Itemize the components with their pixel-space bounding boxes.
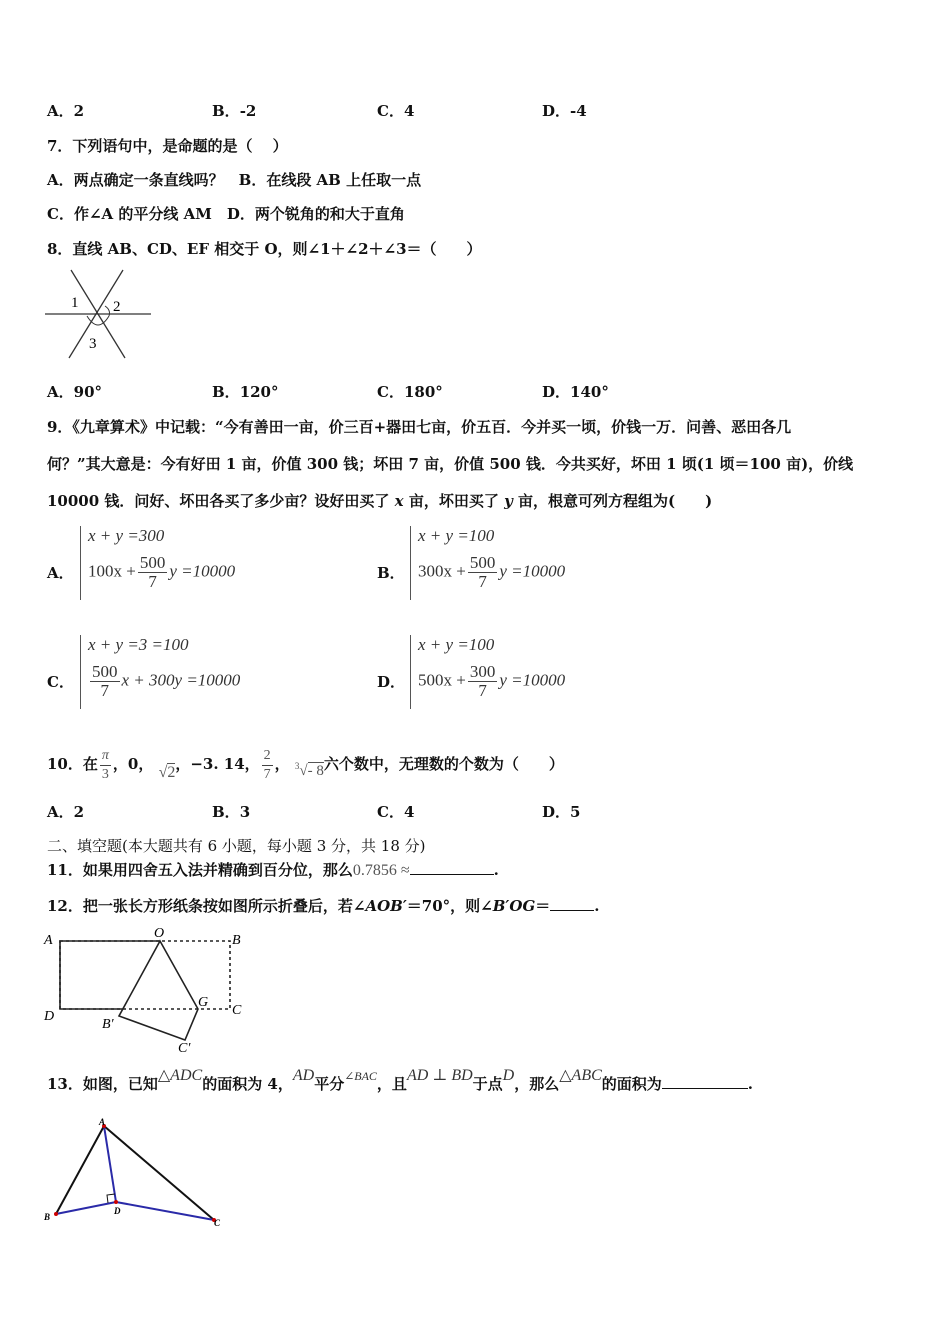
q6-option-b: B．-2: [212, 102, 257, 120]
q12-label-b-prime: B′: [102, 1017, 114, 1032]
q9-option-b-system: x + y =100 300x + $\frac{500}{7}$ y =10000: [410, 526, 610, 602]
q9-option-a-label: A．: [47, 564, 74, 582]
q13-label-b: B: [44, 1212, 51, 1222]
q9-option-d-label: D．: [377, 673, 406, 691]
q12-label-d: D: [44, 1009, 55, 1024]
q8-angle-label-1: 1: [71, 295, 79, 311]
q8-stem: 8．直线 AB、CD、EF 相交于 O，则∠1＋∠2＋∠3＝（ ）: [47, 240, 482, 258]
q8-option-d: D．140°: [542, 383, 609, 401]
q13-label-a: A: [99, 1117, 106, 1127]
q8-angle-label-2: 2: [113, 299, 121, 315]
q8-figure-intersecting-lines: [43, 266, 155, 362]
q8-option-b: B．120°: [212, 383, 279, 401]
q12-label-b: B: [232, 933, 241, 948]
q6-option-a: A．2: [47, 102, 85, 120]
q12-label-o: O: [154, 926, 165, 941]
q6-option-c: C．4: [377, 102, 415, 120]
q9-option-c-label: C．: [47, 673, 74, 691]
q12-label-a: A: [44, 933, 53, 948]
q8-angle-label-3: 3: [89, 336, 97, 352]
q9-stem-line2: 何？”其大意是：今有好田 1 亩，价值 300 钱；坏田 7 亩，价值 500 钱．今共买好，坏田 1 顷(1 顷＝100 亩)，价线: [47, 455, 854, 473]
q9-option-c-system: x + y =3 =100 $\frac{500}{7}$ x + 300y =10000: [80, 635, 280, 711]
q13-label-d: D: [114, 1206, 121, 1216]
q10-stem: 10．在 $\frac{\pi}{3}$ ，0， √2，−3. 14， $\frac{2}{7}$ ， $^3$√- 8六个数中，无理数的个数为（ ）: [47, 747, 564, 782]
q10-option-a: A．2: [47, 803, 85, 821]
q12-stem: 12．把一张长方形纸条按如图所示折叠后，若∠AOB′＝70°，则∠B′OG＝ .: [47, 897, 600, 915]
q12-label-g: G: [198, 995, 209, 1010]
q13-label-c: C: [214, 1218, 221, 1228]
q9-option-a-system: x + y =300 100x + $\frac{500}{7}$ y =10000: [80, 526, 280, 602]
q9-stem-line1: 9．《九章算术》中记载：“今有善田一亩，价三百+器田七亩，价五百．今并买一顷，价钱一万．问善、恶田各几: [47, 418, 792, 436]
q6-option-d: D．-4: [542, 102, 587, 120]
q7-stem: 7．下列语句中，是命题的是（ ）: [47, 137, 288, 155]
q9-option-d-system: x + y =100 500x + $\frac{300}{7}$ y =10000: [410, 635, 610, 711]
q10-option-c: C．4: [377, 803, 415, 821]
q8-option-a: A．90°: [47, 383, 103, 401]
q11-stem: 11．如果用四舍五入法并精确到百分位，那么0.7856 ≈ .: [47, 861, 499, 879]
q12-label-c: C: [232, 1003, 242, 1018]
section-fill-in-header: 二、填空题(本大题共有 6 小题，每小题 3 分，共 18 分): [47, 837, 426, 855]
q13-figure-triangle: [40, 1116, 230, 1232]
q10-option-d: D．5: [542, 803, 581, 821]
q7-options-line2: C．作∠A 的平分线 AM D．两个锐角的和大于直角: [47, 205, 405, 223]
q9-stem-line3: 10000 钱．问好、坏田各买了多少亩？设好田买了 x 亩，坏田买了 y 亩，根意可列方程组为( ): [47, 492, 713, 510]
q13-stem: 13．如图，已知△ADC的面积为 4，AD平分$^{\angle BAC}$，且AD ⊥ BD于点D，那么△ABC的面积为 .: [47, 1067, 754, 1093]
q8-option-c: C．180°: [377, 383, 443, 401]
q12-label-c-prime: C′: [178, 1041, 191, 1056]
q9-option-b-label: B．: [377, 564, 405, 582]
q7-options-line1: A．两点确定一条直线吗？ B．在线段 AB 上任取一点: [47, 171, 422, 189]
q10-option-b: B．3: [212, 803, 251, 821]
q12-figure-folded-strip: [40, 922, 250, 1058]
